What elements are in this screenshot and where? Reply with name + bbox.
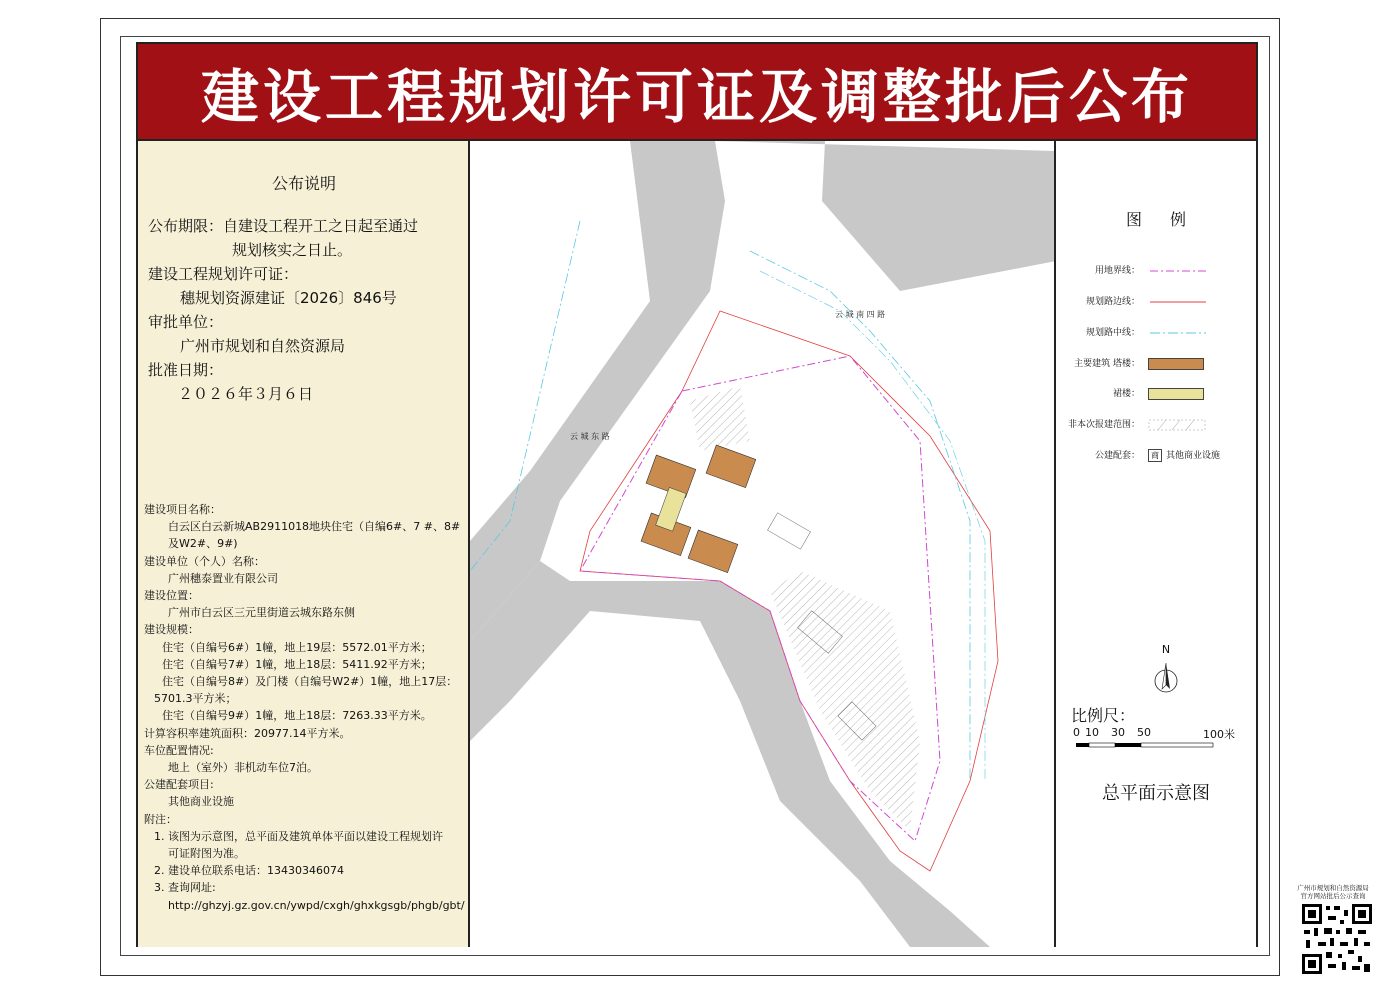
unit-value: 广州穗泰置业有限公司 — [168, 571, 278, 585]
approver-label: 审批单位： — [148, 313, 224, 331]
permit-label: 建设工程规划许可证： — [148, 265, 299, 283]
project-info — [144, 501, 466, 914]
hatch-swatch-icon — [1148, 419, 1208, 431]
note-1b: 可证附图为准。 — [168, 847, 245, 861]
note-1a: 1. 该图为示意图，总平面及建筑单体平面以建设工程规划许 — [154, 829, 443, 843]
scale-item-2: 住宅（自编号7#）1幢，地上18层：5411.92平方米； — [162, 657, 432, 671]
scale-item-1: 住宅（自编号6#）1幢，地上19层：5572.01平方米； — [162, 640, 432, 654]
legend-label-tower: 主要建筑 塔楼： — [1074, 359, 1140, 369]
site-plan-svg — [470, 141, 1056, 947]
legend-label-road-center: 规划路中线： — [1085, 328, 1140, 338]
unit-label: 建设单位（个人）名称： — [144, 554, 265, 568]
scale-mark-0: 0 — [1073, 726, 1080, 739]
scale-item-3a: 住宅（自编号8#）及门楼（自编号W2#）1幢，地上17层： — [162, 675, 458, 689]
plan-caption: 总平面示意图 — [1102, 783, 1210, 804]
scale-title: 比例尺： — [1071, 706, 1136, 725]
date-label: 批准日期： — [148, 361, 224, 379]
qr-code[interactable] — [1292, 882, 1370, 972]
red-line-icon — [1148, 296, 1208, 308]
approval-date: ２０２６年３月６日 — [178, 385, 314, 403]
approver: 广州市规划和自然资源局 — [180, 337, 346, 355]
commercial-badge-icon: 商 — [1148, 449, 1162, 462]
location-label: 建设位置： — [144, 589, 199, 603]
notice-heading: 公布说明 — [271, 174, 336, 193]
legend-label-boundary: 用地界线： — [1094, 266, 1140, 276]
legend-label-hatch: 非本次报建范围： — [1067, 420, 1140, 430]
notice-board — [136, 42, 1258, 947]
legend-title: 图例 — [1125, 210, 1214, 229]
legend-row-hatch — [1056, 417, 1256, 433]
note-3: 3. 查询网址: — [154, 881, 216, 895]
scale-item-3b: 5701.3平方米； — [154, 692, 237, 706]
parking-label: 车位配置情况: — [144, 743, 214, 757]
yellow-swatch-icon — [1148, 388, 1204, 400]
project-name-label: 建设项目名称： — [144, 503, 221, 516]
notice-panel — [138, 141, 470, 947]
qr-code-icon — [1300, 902, 1374, 976]
legend-row-podium — [1056, 386, 1256, 402]
scale-label: 建设规模： — [144, 623, 199, 637]
parking-value: 地上（室外）非机动车位7泊。 — [168, 761, 318, 775]
road-north-segment — [715, 141, 1056, 291]
note-2: 2. 建设单位联系电话：13430346074 — [154, 864, 344, 878]
facility-label: 公建配套项目: — [144, 778, 214, 792]
query-url[interactable]: http://ghzyj.gz.gov.cn/ywpd/cxgh/ghxkgsgb/phgb/gbt/ — [168, 898, 465, 912]
dash-dot-cyan-line-icon — [1148, 327, 1208, 339]
legend-label-facility: 公建配套： — [1094, 451, 1140, 461]
road-label-north: 云 城 南 四 路 — [835, 310, 886, 319]
qr-caption-line2: 官方网站批后公示查询 — [1300, 892, 1366, 900]
brown-swatch-icon — [1148, 358, 1204, 370]
legend-label-road-edge: 规划路边线： — [1085, 297, 1140, 307]
scale-mark-100: 100米 — [1203, 728, 1235, 741]
north-letter: N — [1161, 643, 1171, 656]
period-cont: 规划核实之日止。 — [232, 241, 353, 259]
facility-badge-text: 其他商业设施 — [1166, 451, 1221, 461]
scale-mark-10: 10 — [1085, 726, 1099, 739]
period-label: 公布期限：自建设工程开工之日起至通过 — [148, 217, 419, 235]
scale-item-4: 住宅（自编号9#）1幢，地上18层：7263.33平方米。 — [162, 709, 432, 723]
legend-label-podium: 裙楼： — [1112, 389, 1140, 399]
scale-numbers — [1073, 726, 1263, 740]
legend-row-boundary — [1056, 263, 1256, 279]
facility-value: 其他商业设施 — [168, 795, 234, 809]
location-value: 广州市白云区三元里街道云城东路东侧 — [168, 606, 355, 620]
legend-row-road-center — [1056, 325, 1256, 341]
far-area: 计算容积率建筑面积：20977.14平方米。 — [144, 726, 351, 740]
scale-mark-30: 30 — [1111, 726, 1125, 739]
title-banner — [138, 44, 1256, 141]
north-arrow — [1152, 643, 1180, 703]
notes-label: 附注： — [144, 812, 177, 826]
legend-row-road-edge — [1056, 294, 1256, 310]
banner-title: 建设工程规划许可证及调整批后公布 — [200, 62, 1193, 131]
site-plan-map — [470, 141, 1056, 947]
project-name-line2: 及W2#、9#) — [168, 537, 238, 551]
dash-dot-magenta-line-icon — [1148, 265, 1208, 277]
legend-row-tower — [1056, 356, 1256, 372]
north-arrow-icon — [1152, 659, 1180, 703]
legend-row-facility — [1056, 448, 1256, 464]
road-label-east: 云 城 东 路 — [570, 432, 610, 441]
scale-bar-icon — [1076, 739, 1218, 749]
qr-caption-line1: 广州市规划和自然资源局 — [1297, 884, 1369, 892]
permit-number: 穗规划资源建证〔2026〕846号 — [180, 289, 397, 307]
legend-panel — [1056, 141, 1256, 947]
project-name-line1: 白云区白云新城AB2911018地块住宅（自编6#、7 #、8# — [168, 520, 461, 534]
scale-mark-50: 50 — [1137, 726, 1151, 739]
